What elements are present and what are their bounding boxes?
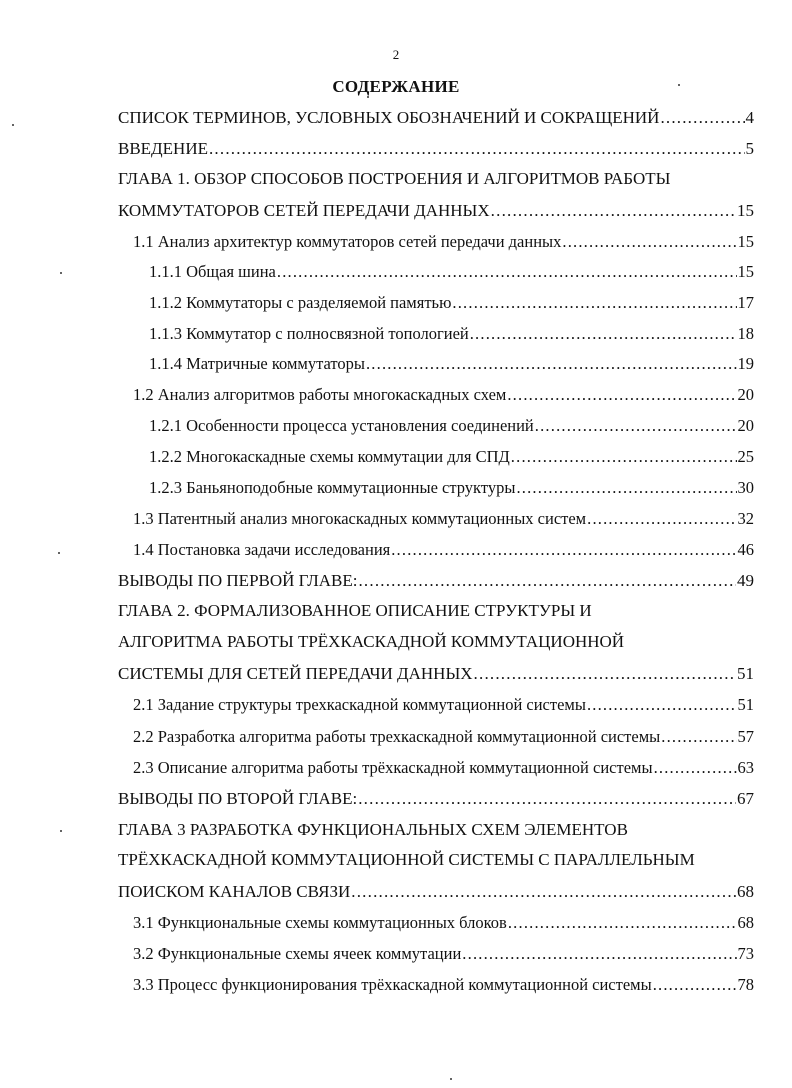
toc-entry-title: ВВЕДЕНИЕ xyxy=(118,139,208,158)
toc-entry-title: 3.3 Процесс функционирования трёхкаскадной коммутационной системы xyxy=(133,975,652,994)
toc-entry-page: 20 xyxy=(737,416,754,435)
toc-entry xyxy=(149,478,754,498)
toc-leader-dots xyxy=(358,789,736,809)
toc-entry-page: 68 xyxy=(737,882,754,901)
toc-entry-title: ВЫВОДЫ ПО ВТОРОЙ ГЛАВЕ: xyxy=(118,789,358,808)
toc-entry-title: 2.3 Описание алгоритма работы трёхкаскадной коммутационной системы xyxy=(133,758,653,777)
toc-entry-title: 2.1 Задание структуры трехкаскадной коммутационной системы xyxy=(133,695,586,714)
toc-entry xyxy=(118,139,754,159)
toc-leader-dots xyxy=(653,975,737,995)
toc-entry xyxy=(118,571,754,591)
toc-leader-dots xyxy=(511,447,737,467)
toc-entry xyxy=(118,201,754,221)
scan-speck xyxy=(60,830,62,832)
toc-entry-title: 1.1.4 Матричные коммутаторы xyxy=(149,354,365,373)
toc-leader-dots xyxy=(508,913,737,933)
scan-speck xyxy=(367,96,369,98)
toc-leader-dots xyxy=(366,354,737,374)
toc-entry-title: 1.1.1 Общая шина xyxy=(149,262,276,281)
toc-entry-title: КОММУТАТОРОВ СЕТЕЙ ПЕРЕДАЧИ ДАННЫХ xyxy=(118,201,490,220)
toc-entry xyxy=(133,944,754,964)
toc-entry-title: 1.3 Патентный анализ многокаскадных коммутационных систем xyxy=(133,509,587,528)
toc-entry-page: 73 xyxy=(737,944,754,963)
toc-entry xyxy=(118,789,754,809)
toc-heading-line: ГЛАВА 2. ФОРМАЛИЗОВАННОЕ ОПИСАНИЕ СТРУКТУРЫ И xyxy=(118,601,592,620)
toc-entry-page: 67 xyxy=(737,789,754,808)
toc-entry xyxy=(133,975,754,995)
toc-leader-dots xyxy=(470,324,737,344)
toc-entry xyxy=(133,727,754,747)
toc-entry-page: 68 xyxy=(737,913,754,932)
toc-entry-title: ВЫВОДЫ ПО ПЕРВОЙ ГЛАВЕ: xyxy=(118,571,358,590)
toc-entry-page: 51 xyxy=(737,695,754,714)
scan-speck xyxy=(678,84,680,86)
toc-entry-page: 78 xyxy=(737,975,754,994)
toc-entry-page: 15 xyxy=(737,201,754,220)
toc-entry-title: 1.2.2 Многокаскадные схемы коммутации для СПД xyxy=(149,447,510,466)
page-title: СОДЕРЖАНИЕ xyxy=(332,77,460,96)
toc-entry xyxy=(133,232,754,252)
toc-entry-page: 46 xyxy=(737,540,754,559)
toc-leader-dots xyxy=(535,416,737,436)
toc-entry xyxy=(149,262,754,282)
toc-entry-title: 1.4 Постановка задачи исследования xyxy=(133,540,391,559)
toc-entry-page: 19 xyxy=(737,354,754,373)
toc-entry xyxy=(118,664,754,684)
toc-entry-title: 3.2 Функциональные схемы ячеек коммутации xyxy=(133,944,462,963)
toc-heading-line: ГЛАВА 3 РАЗРАБОТКА ФУНКЦИОНАЛЬНЫХ СХЕМ ЭЛЕМЕНТОВ xyxy=(118,820,628,839)
toc-entry xyxy=(133,540,754,560)
toc-leader-dots xyxy=(462,944,736,964)
toc-leader-dots xyxy=(516,478,736,498)
toc-leader-dots xyxy=(491,201,736,221)
toc-leader-dots xyxy=(507,385,736,405)
toc-entry-page: 15 xyxy=(737,232,754,251)
toc-entry-page: 15 xyxy=(737,262,754,281)
toc-entry-title: 1.1 Анализ архитектур коммутаторов сетей передачи данных xyxy=(133,232,562,251)
toc-leader-dots xyxy=(587,695,737,715)
toc-entry-title: 1.2.1 Особенности процесса установления соединений xyxy=(149,416,534,435)
toc-entry xyxy=(149,354,754,374)
toc-entry xyxy=(149,324,754,344)
toc-leader-dots xyxy=(562,232,736,252)
toc-entry-title: 1.2.3 Баньяноподобные коммутационные структуры xyxy=(149,478,516,497)
toc-heading-line: ГЛАВА 1. ОБЗОР СПОСОБОВ ПОСТРОЕНИЯ И АЛГОРИТМОВ РАБОТЫ xyxy=(118,169,671,188)
toc-leader-dots xyxy=(661,727,736,747)
toc-entry xyxy=(133,385,754,405)
toc-leader-dots xyxy=(587,509,736,529)
toc-entry-page: 51 xyxy=(737,664,754,683)
scan-speck xyxy=(60,272,62,274)
toc-entry xyxy=(149,293,754,313)
toc-entry xyxy=(133,758,754,778)
toc-leader-dots xyxy=(654,758,737,778)
toc-entry-title: ПОИСКОМ КАНАЛОВ СВЯЗИ xyxy=(118,882,351,901)
toc-leader-dots xyxy=(277,262,737,282)
toc-entry xyxy=(118,882,754,902)
toc-entry-title: 2.2 Разработка алгоритма работы трехкаскадной коммутационной системы xyxy=(133,727,661,746)
scan-speck xyxy=(58,552,60,554)
toc-entry xyxy=(133,695,754,715)
toc-entry-page: 5 xyxy=(745,139,754,158)
toc-heading-line: ТРЁХКАСКАДНОЙ КОММУТАЦИОННОЙ СИСТЕМЫ С ПАРАЛЛЕЛЬНЫМ xyxy=(118,850,695,869)
page-number: 2 xyxy=(392,47,400,62)
toc-leader-dots xyxy=(452,293,736,313)
toc-entry-page: 25 xyxy=(737,447,754,466)
toc-entry-page: 20 xyxy=(737,385,754,404)
toc-entry-page: 57 xyxy=(737,727,754,746)
toc-heading-line: АЛГОРИТМА РАБОТЫ ТРЁХКАСКАДНОЙ КОММУТАЦИОННОЙ xyxy=(118,632,625,651)
toc-entry-page: 4 xyxy=(745,108,754,127)
toc-entry xyxy=(118,108,754,128)
toc-entry-page: 30 xyxy=(737,478,754,497)
toc-entry-title: 1.1.3 Коммутатор с полносвязной топологией xyxy=(149,324,469,343)
scan-speck xyxy=(450,1078,452,1080)
toc-entry-page: 18 xyxy=(737,324,754,343)
toc-leader-dots xyxy=(351,882,736,902)
toc-entry xyxy=(133,509,754,529)
toc-entry xyxy=(149,416,754,436)
toc-entry-title: СПИСОК ТЕРМИНОВ, УСЛОВНЫХ ОБОЗНАЧЕНИЙ И СОКРАЩЕНИЙ xyxy=(118,108,660,127)
scan-speck xyxy=(12,124,14,126)
toc-entry-page: 63 xyxy=(737,758,754,777)
toc-entry-title: СИСТЕМЫ ДЛЯ СЕТЕЙ ПЕРЕДАЧИ ДАННЫХ xyxy=(118,664,473,683)
toc-entry xyxy=(133,913,754,933)
toc-entry-page: 17 xyxy=(737,293,754,312)
toc-entry-page: 32 xyxy=(737,509,754,528)
toc-leader-dots xyxy=(391,540,736,560)
toc-leader-dots xyxy=(660,108,744,128)
toc-leader-dots xyxy=(474,664,736,684)
toc-entry xyxy=(149,447,754,467)
toc-entry-title: 1.2 Анализ алгоритмов работы многокаскадных схем xyxy=(133,385,507,404)
toc-entry-title: 1.1.2 Коммутаторы с разделяемой памятью xyxy=(149,293,452,312)
toc-leader-dots xyxy=(209,139,745,159)
toc-leader-dots xyxy=(358,571,736,591)
toc-entry-title: 3.1 Функциональные схемы коммутационных блоков xyxy=(133,913,507,932)
toc-entry-page: 49 xyxy=(737,571,754,590)
